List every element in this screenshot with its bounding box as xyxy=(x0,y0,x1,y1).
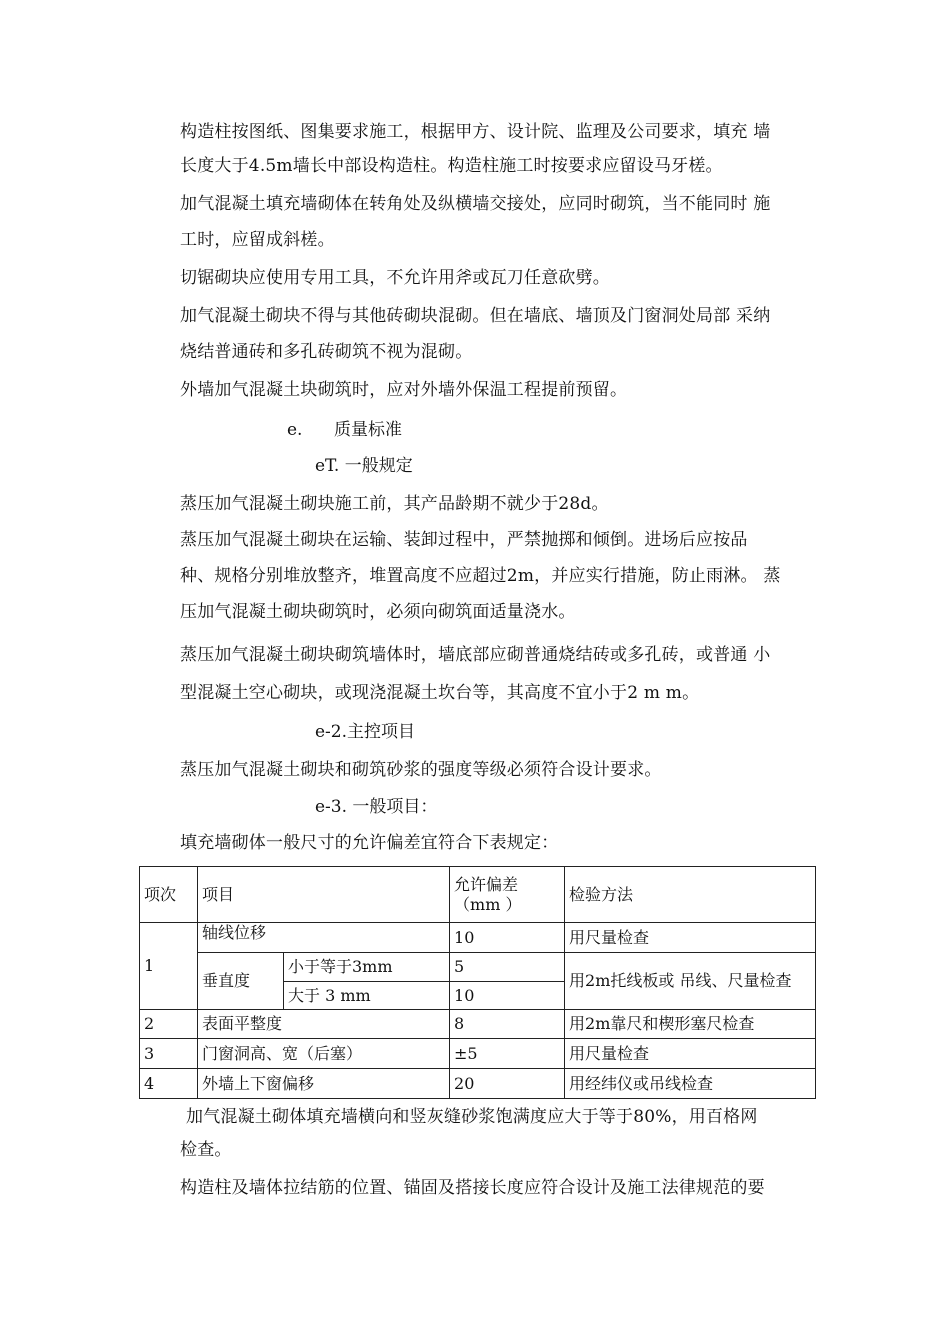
paragraph-line: 蒸压加气混凝土砌块在运输、装卸过程中，严禁抛掷和倾倒。进场后应按品 xyxy=(180,530,748,550)
table-row xyxy=(140,1010,816,1039)
paragraph-line: 加气混凝土填充墙砌体在转角处及纵横墙交接处，应同时砌筑，当不能同时 施 xyxy=(180,194,771,214)
table-cell: 10 xyxy=(450,982,565,1010)
table-cell: 外墙上下窗偏移 xyxy=(198,1069,450,1099)
table-cell: 大于 3 mm xyxy=(284,982,450,1010)
subsection-heading: e-2.主控项目 xyxy=(315,722,416,742)
paragraph-line: 构造柱及墙体拉结筋的位置、锚固及搭接长度应符合设计及施工法律规范的要 xyxy=(180,1178,765,1198)
table-cell: 1 xyxy=(140,923,198,1010)
paragraph-line: 压加气混凝土砌块砌筑时，必须向砌筑面适量浇水。 xyxy=(180,602,576,622)
paragraph-line: 外墙加气混凝土块砌筑时，应对外墙外保温工程提前预留。 xyxy=(180,380,628,400)
section-title: 质量标准 xyxy=(334,420,402,440)
header-cell-line: （mm ） xyxy=(454,894,522,914)
table-cell: 小于等于3mm xyxy=(284,953,450,982)
header-cell xyxy=(450,867,565,923)
table-cell: 5 xyxy=(450,953,565,982)
table-cell: 用尺量检查 xyxy=(565,923,816,953)
paragraph-line: 构造柱按图纸、图集要求施工，根据甲方、设计院、监理及公司要求，填充 墙 xyxy=(180,122,771,142)
subsection-heading: eT. 一般规定 xyxy=(315,456,413,476)
paragraph-line: 切锯砌块应使用专用工具，不允许用斧或瓦刀任意砍劈。 xyxy=(180,268,610,288)
table-cell: 垂直度 xyxy=(198,953,284,1010)
table-row xyxy=(140,953,816,982)
header-cell: 项次 xyxy=(140,867,198,923)
table-cell: 4 xyxy=(140,1069,198,1099)
table-row xyxy=(140,1069,816,1099)
table-cell: 门窗洞高、宽（后塞） xyxy=(198,1039,450,1069)
header-cell: 检验方法 xyxy=(565,867,816,923)
table-cell: 2 xyxy=(140,1010,198,1039)
table-cell: 用尺量检查 xyxy=(565,1039,816,1069)
paragraph-line: 蒸压加气混凝土砌块施工前，其产品龄期不就少于28d。 xyxy=(180,494,609,514)
paragraph-line: 烧结普通砖和多孔砖砌筑不视为混砌。 xyxy=(180,342,473,362)
table-cell: 用2m托线板或 吊线、尺量检查 xyxy=(565,953,816,1010)
header-cell-line: 允许偏差 xyxy=(454,874,519,894)
table-cell: ±5 xyxy=(450,1039,565,1069)
subsection-heading: e-3. 一般项目： xyxy=(315,797,438,817)
table-cell: 表面平整度 xyxy=(198,1010,450,1039)
table-cell: 用2m靠尺和楔形塞尺检查 xyxy=(565,1010,816,1039)
paragraph-line: 工时，应留成斜槎。 xyxy=(180,230,335,250)
table-cell: 8 xyxy=(450,1010,565,1039)
paragraph-line: 加气混凝土砌体填充墙横向和竖灰缝砂浆饱满度应大于等于80%，用百格网 xyxy=(186,1107,758,1127)
paragraph-line: 检查。 xyxy=(180,1140,232,1160)
table-cell: 用经纬仪或吊线检查 xyxy=(565,1069,816,1099)
table-row xyxy=(140,923,816,953)
table-caption: 填充墙砌体一般尺寸的允许偏差宜符合下表规定： xyxy=(180,833,559,853)
table-cell: 10 xyxy=(450,923,565,953)
table-cell: 轴线位移 xyxy=(198,923,450,953)
tolerance-table xyxy=(139,866,816,1099)
table-row xyxy=(140,1039,816,1069)
paragraph-line: 加气混凝土砌块不得与其他砖砌块混砌。但在墙底、墙顶及门窗洞处局部 采纳 xyxy=(180,306,771,326)
paragraph-line: 型混凝土空心砌块，或现浇混凝土坎台等，其高度不宜小于2 m m。 xyxy=(180,683,700,703)
section-marker: e. xyxy=(287,420,303,440)
paragraph-line: 蒸压加气混凝土砌块砌筑墙体时，墙底部应砌普通烧结砖或多孔砖，或普通 小 xyxy=(180,645,771,665)
table-cell: 3 xyxy=(140,1039,198,1069)
header-cell: 项目 xyxy=(198,867,450,923)
paragraph-line: 蒸压加气混凝土砌块和砌筑砂浆的强度等级必须符合设计要求。 xyxy=(180,760,662,780)
paragraph-line: 种、规格分别堆放整齐，堆置高度不应超过2m，并应实行措施，防止雨淋。 蒸 xyxy=(180,566,781,586)
table-header-row xyxy=(140,867,816,923)
paragraph-line: 长度大于4.5m墙长中部设构造柱。构造柱施工时按要求应留设马牙槎。 xyxy=(180,156,723,176)
table-cell: 20 xyxy=(450,1069,565,1099)
